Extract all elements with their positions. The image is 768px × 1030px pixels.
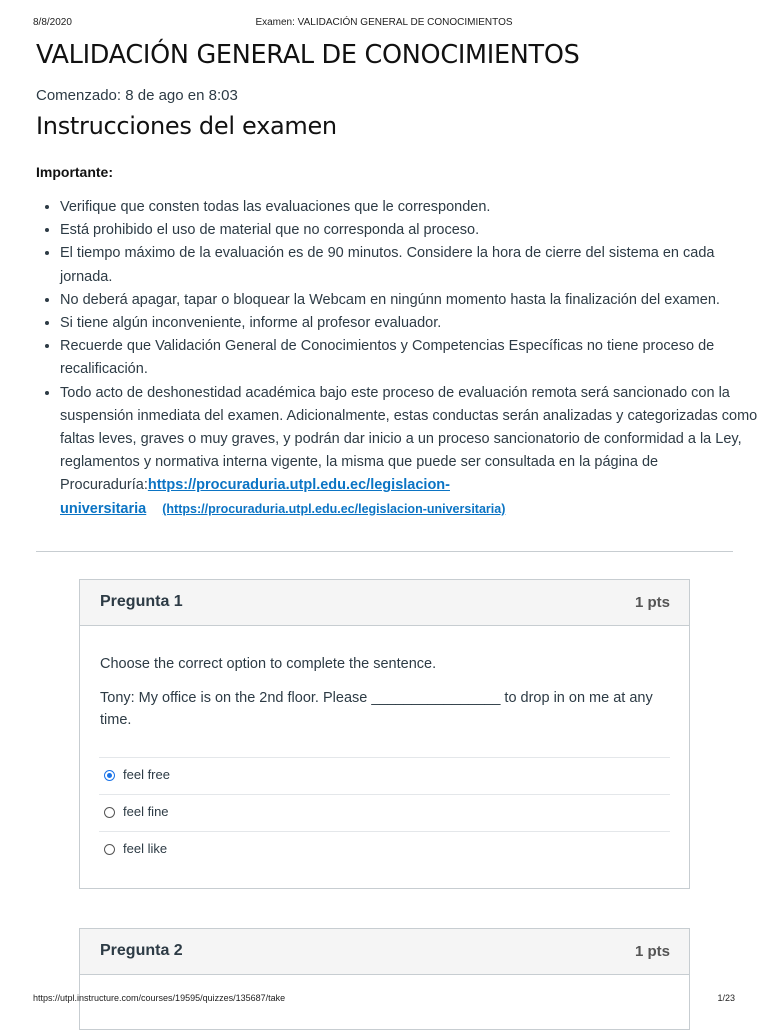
important-label: Importante: <box>36 164 113 180</box>
instruction-item: • No deberá apagar, tapar o bloquear la Webcam en ningúnn momento hasta la finalización del examen. <box>60 289 760 312</box>
print-url: https://utpl.instructure.com/courses/19595/quizzes/135687/take <box>33 993 286 1003</box>
question-stem: Tony: My office is on the 2nd floor. Please ________________ to drop in on me at any time. <box>100 690 653 728</box>
instructions-list <box>36 196 760 521</box>
question-prompt: Choose the correct option to complete the sentence. <box>100 656 437 672</box>
question-text <box>100 653 670 731</box>
answer-label[interactable]: feel free <box>123 767 170 782</box>
section-divider <box>36 551 733 552</box>
answer-option[interactable] <box>99 794 670 831</box>
question-title: Pregunta 1 <box>100 593 183 610</box>
procuraduria-link-external[interactable] <box>162 502 505 516</box>
print-page-number: 1/23 <box>717 993 735 1003</box>
print-footer <box>33 993 735 1007</box>
instruction-item: • El tiempo máximo de la evaluación es de 90 minutos. Considere la hora de cierre del sistema en cada jornada. <box>60 242 760 288</box>
radio-icon[interactable] <box>104 844 115 855</box>
answer-option[interactable] <box>99 831 670 868</box>
radio-selected-icon[interactable] <box>104 770 115 781</box>
instruction-item-text: Todo acto de deshonestidad académica bajo este proceso de evaluación remota será sancionado con la suspensión inmediata del examen. Adicionalmente, estas conductas serán analizadas y categorizadas como faltas leves, graves o muy graves, y podrán dar inicio a un proceso sancionatorio de conformidad a la Ley, reglamentos y normativa interna vigente, la misma que puede ser consultada en la página de Procuraduría: <box>60 384 758 494</box>
question-points: 1 pts <box>634 943 670 960</box>
quiz-started-time: Comenzado: 8 de ago en 8:03 <box>36 87 238 104</box>
quiz-title: VALIDACIÓN GENERAL DE CONOCIMIENTOS <box>36 40 580 70</box>
answer-label[interactable]: feel fine <box>123 804 169 819</box>
answer-list <box>99 757 670 868</box>
print-date: 8/8/2020 <box>33 17 72 28</box>
answer-label[interactable]: feel like <box>123 841 168 856</box>
question-header <box>80 929 689 975</box>
instruction-item: • Recuerde que Validación General de Conocimientos y Competencias Específicas no tiene proceso de recalificación. <box>60 335 760 381</box>
question-card <box>79 928 690 1030</box>
instruction-item-sanctions <box>60 382 760 521</box>
question-header <box>80 580 689 626</box>
question-points: 1 pts <box>634 594 670 611</box>
instruction-item: • Está prohibido el uso de material que no corresponda al proceso. <box>60 219 760 242</box>
instructions-title: Instrucciones del examen <box>36 112 337 140</box>
question-title: Pregunta 2 <box>100 942 183 959</box>
print-header <box>33 17 735 31</box>
instruction-item: • Si tiene algún inconveniente, informe al profesor evaluador. <box>60 312 760 335</box>
answer-option[interactable] <box>99 757 670 794</box>
procuraduria-link[interactable]: https://procuraduria.utpl.edu.ec/legislacion-universitaria <box>60 477 450 517</box>
question-card <box>79 579 690 889</box>
instruction-item: • Verifique que consten todas las evaluaciones que le corresponden. <box>60 196 760 219</box>
radio-icon[interactable] <box>104 807 115 818</box>
procuraduria-link-external-text: (https://procuraduria.utpl.edu.ec/legislacion-universitaria) <box>162 501 506 516</box>
print-title: Examen: VALIDACIÓN GENERAL DE CONOCIMIENTOS <box>255 17 513 28</box>
